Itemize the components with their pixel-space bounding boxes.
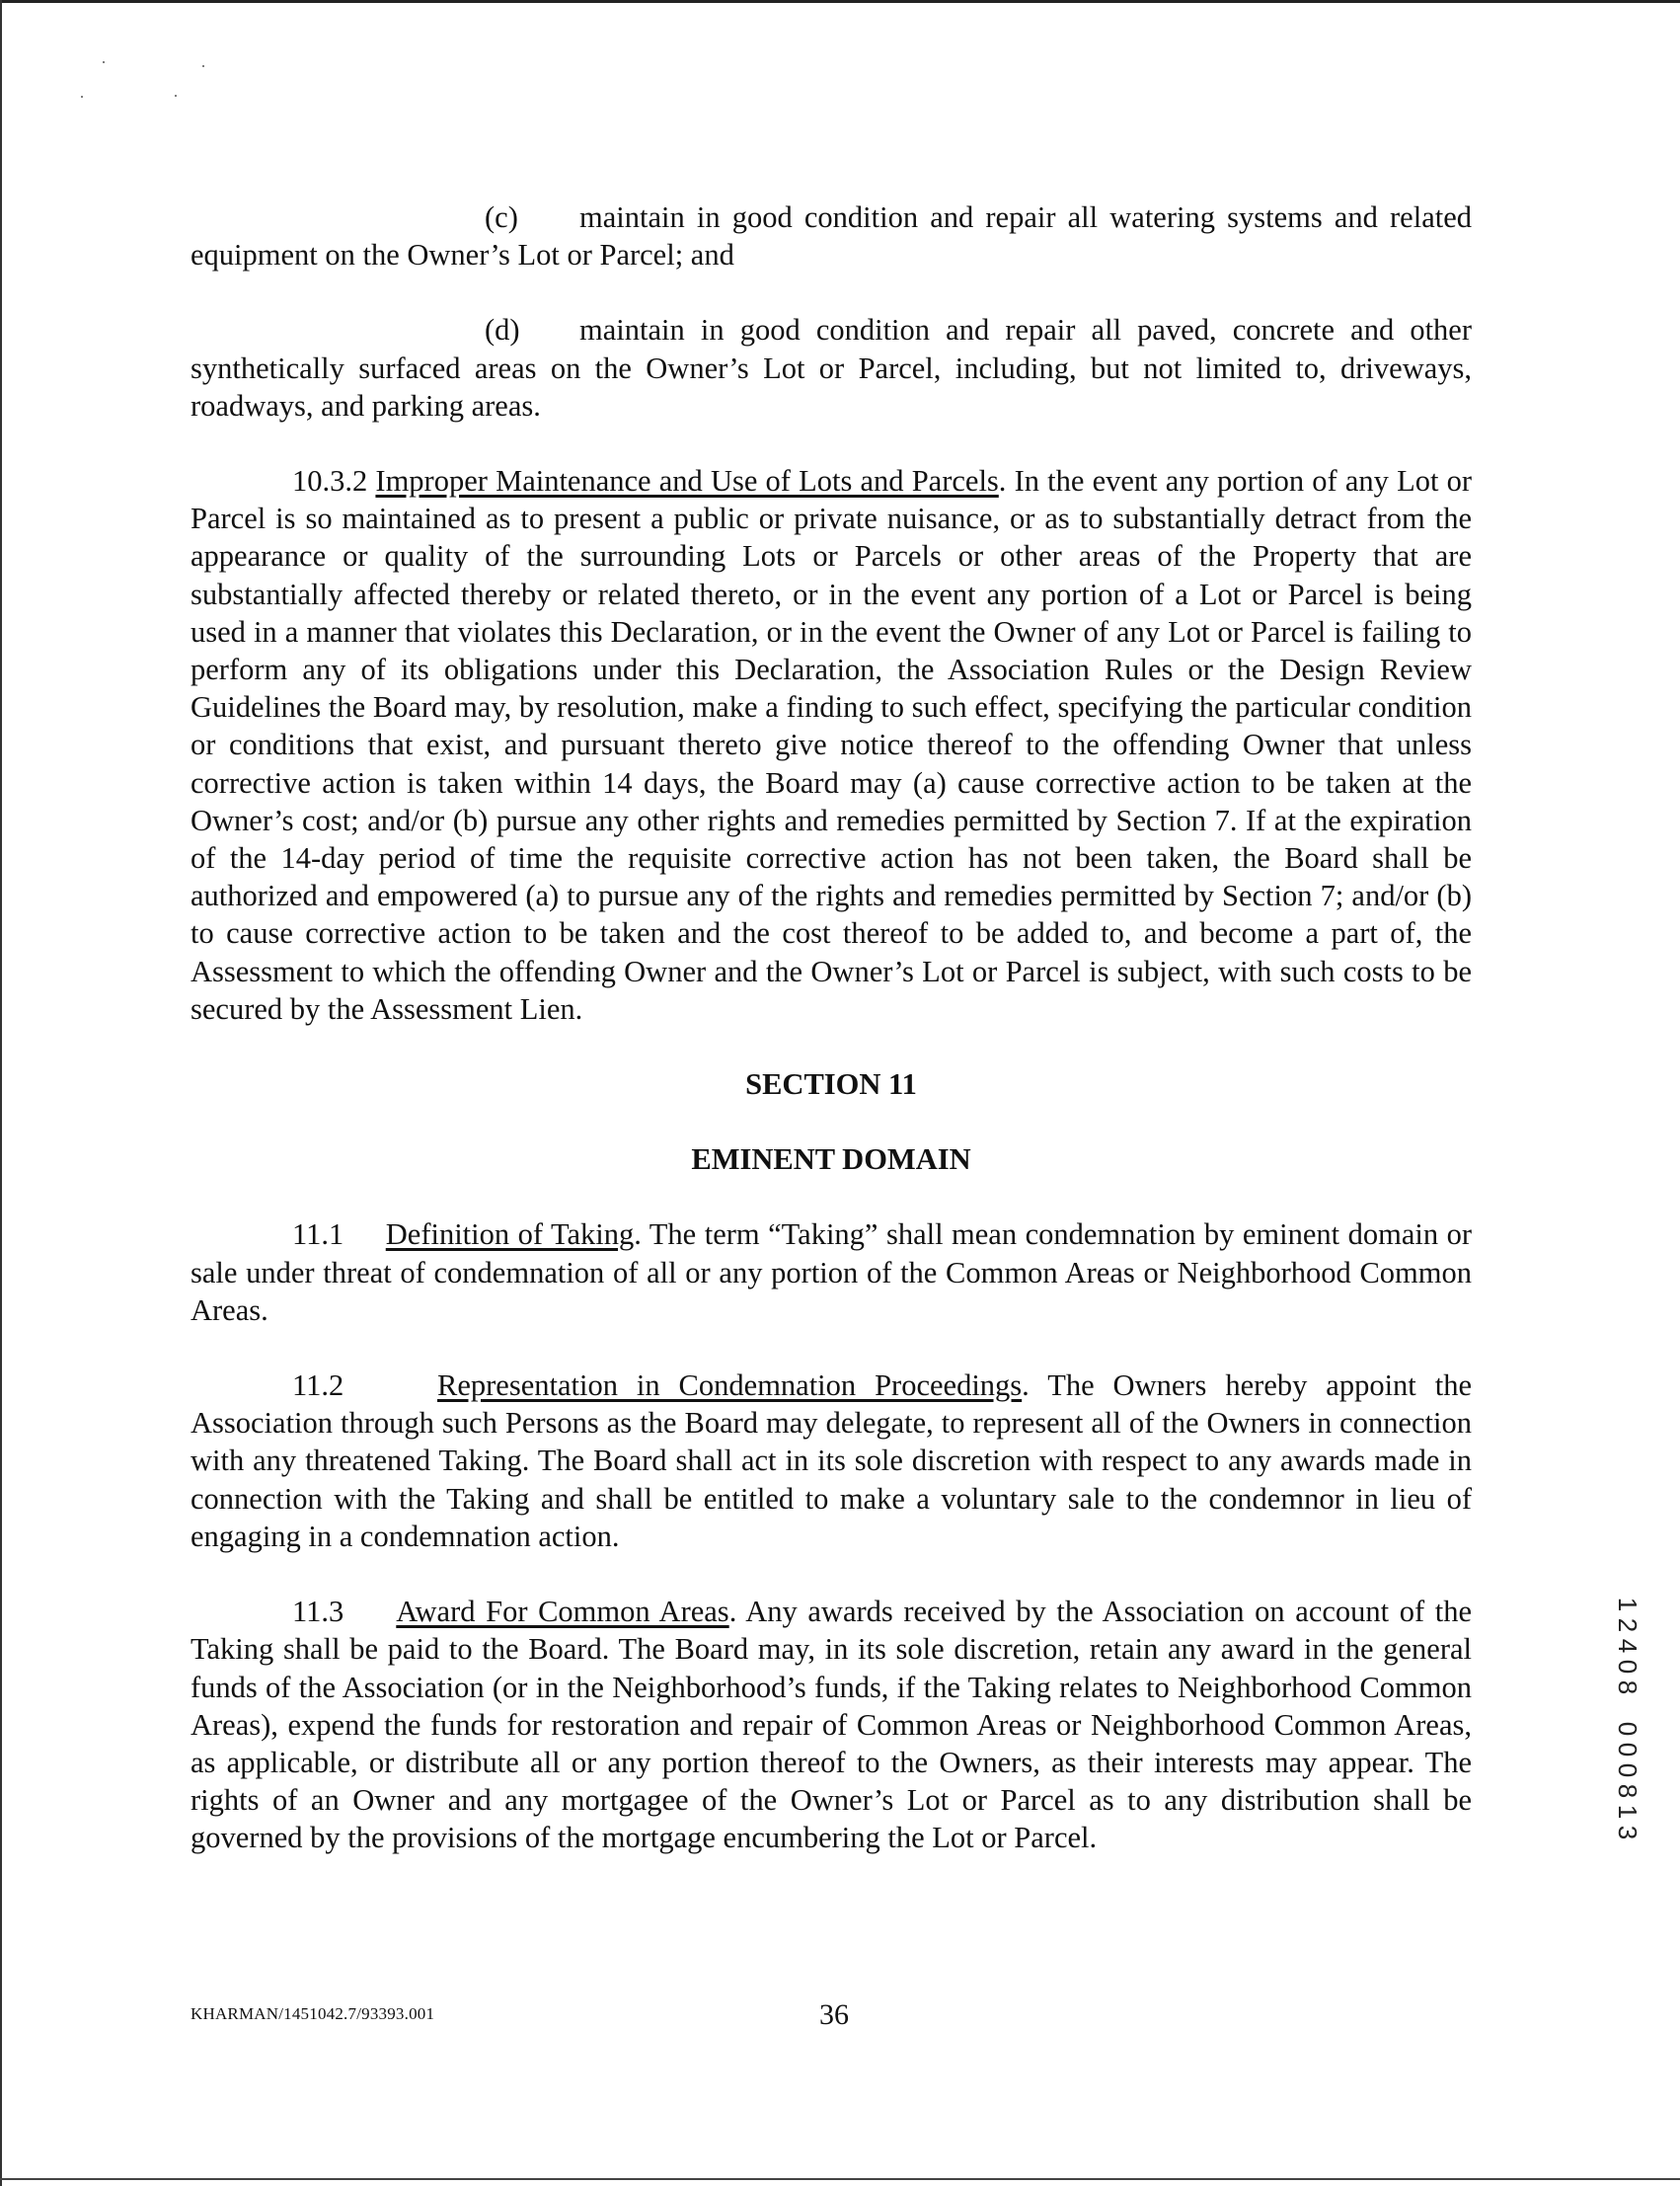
section-body: . In the event any portion of any Lot or Parcel is so maintained as to present a public or private nuisance, or as to substantially detract from the appearance or quality of the surrounding Lots or Parcels or other areas of the Property that are substantially affected thereby or related thereto, or in the event any portion of a Lot or Parcel is being used in a manner that violates this Declaration, or in the event the Owner of any Lot or Parcel is failing to perform any of its obligations under this Declaration, the Association Rules or the Design Review Guidelines the Board may, by resolution, make a finding to such effect, specifying the particular condition or conditions that exist, and pursuant thereto give notice thereof to the offending Owner that unless corrective action is taken within 14 days, the Board may (a) cause corrective action to be taken at the Owner’s cost; and/or (b) pursue any other rights and remedies permitted by Section 7. If at the expiration of the 14-day period of time the requisite corrective action has not been taken, the Board shall be authorized and empowered (a) to pursue any of the rights and remedies permitted by Section 7; and/or (b) to cause corrective action to be taken and the cost thereof to be added to, and become a part of, the Assessment to which the offending Owner and the Owner’s Lot or Parcel is subject, with such costs to be secured by the Assessment Lien. [191,464,1472,1026]
bates-stamp-char: 1 [1613,1597,1642,1612]
section-title: Improper Maintenance and Use of Lots and Parcels [375,464,999,499]
section-body: . Any awards received by the Association on account of the Taking shall be paid to the Board. The Board may, in its sole discretion, retain any award in the general funds of the Association (or in the Neighborhood’s funds, if the Taking relates to Neighborhood Common Areas), expend the funds for restoration and repair of Common Areas or Neighborhood Common Areas, as applicable, or distribute all or any portion thereof to the Owners, as their interests may appear. The rights of an Owner and any mortgagee of the Owner’s Lot or Parcel as to any distribution shall be governed by the provisions of the mortgage encumbering the Lot or Parcel. [191,1595,1472,1855]
section-11-1 [191,1215,1472,1329]
section-title: Definition of Taking [385,1217,635,1252]
section-title-heading: EMINENT DOMAIN [691,1142,971,1177]
bates-stamp-char: 8 [1613,1679,1642,1695]
section-body: . The term “Taking” shall mean condemnation by eminent domain or sale under threat of condemnation of all or any portion of the Common Areas or Neighborhood Common Areas. [191,1217,1473,1327]
bates-stamp-char: 8 [1613,1783,1642,1799]
page-number: 36 [819,1998,849,2031]
bates-stamp [1613,1592,1642,1848]
section-heading: SECTION 11 [745,1067,917,1102]
footer-document-id: KHARMAN/1451042.7/93393.001 [191,2004,435,2023]
item-c-label: (c) [485,200,518,234]
section-number: 11.1 [292,1217,344,1252]
scan-speck [175,95,177,97]
section-number: 11.3 [292,1595,344,1629]
section-body: . The Owners hereby appoint the Association through such Persons as the Board may delegate, to represent all of the Owners in connection with any threatened Taking. The Board shall act in its sole discretion with respect to any awards made in connection with the Taking and shall be entitled to make a voluntary sale to the condemnor in lieu of engaging in a condemnation action. [191,1368,1472,1553]
bates-stamp-char: 2 [1613,1617,1642,1633]
bates-stamp-char: 3 [1613,1825,1642,1840]
bates-stamp-char: 0 [1613,1742,1642,1757]
scan-speck [103,61,105,63]
section-11-2 [191,1366,1472,1555]
bates-stamp-char: 0 [1613,1762,1642,1778]
page-left-border [0,0,2,2186]
item-d-label: (d) [485,313,520,348]
section-11-3 [191,1593,1472,1856]
bates-stamp-char: 1 [1613,1804,1642,1820]
page-bottom-border [0,2178,1680,2180]
item-c [191,198,1472,273]
section-10-3-2 [191,462,1472,1028]
scan-speck [202,65,204,67]
bates-stamp-char: 4 [1613,1638,1642,1654]
document-body [191,198,1472,1895]
bates-stamp-char: 0 [1613,1721,1642,1737]
item-c-text: maintain in good condition and repair all watering systems and related equipment on the Owner’s Lot or Parcel; and [191,200,1472,273]
section-title: Award For Common Areas [396,1595,729,1629]
bates-stamp-char: 0 [1613,1659,1642,1675]
section-title: Representation in Condemnation Proceedings [437,1368,1023,1403]
item-d-text: maintain in good condition and repair all paved, concrete and other synthetically surfaced areas on the Owner’s Lot or Parcel, including, but not limited to, driveways, roadways, and parking areas. [191,313,1472,423]
section-number: 10.3.2 [292,464,368,499]
item-d [191,311,1472,425]
page-top-border [0,0,1680,3]
scan-speck [81,96,83,98]
section-number: 11.2 [292,1368,344,1403]
